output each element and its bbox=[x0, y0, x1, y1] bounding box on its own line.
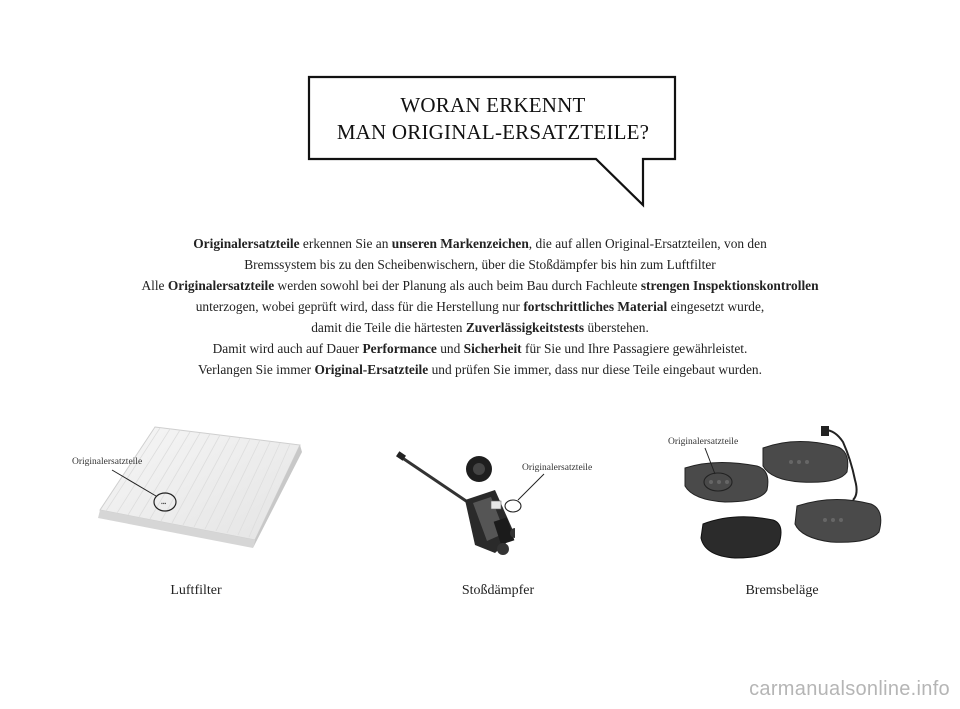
brake-pads-caption: Bremsbeläge bbox=[745, 583, 819, 598]
body-run: erkennen Sie an bbox=[299, 236, 392, 251]
body-run: eingesetzt wurde, bbox=[667, 299, 765, 314]
body-emphasis: strengen Inspektionskontrollen bbox=[640, 278, 819, 293]
body-run: Alle bbox=[141, 278, 168, 293]
body-line bbox=[60, 254, 900, 275]
body-run: unterzogen, wobei geprüft wird, dass für die Herstellung nur bbox=[195, 299, 524, 314]
body-line bbox=[60, 338, 900, 359]
body-emphasis: Performance bbox=[362, 341, 437, 356]
body-emphasis: Sicherheit bbox=[463, 341, 522, 356]
air-filter-image bbox=[60, 415, 330, 560]
watermark-text: carmanualsonline.info bbox=[749, 678, 950, 700]
body-emphasis: Zuverlässigkeitstests bbox=[465, 320, 585, 335]
body-emphasis: unseren Markenzeichen bbox=[391, 236, 529, 251]
body-line bbox=[60, 296, 900, 317]
shock-label-pointer bbox=[500, 470, 560, 520]
body-run: damit die Teile die härtesten bbox=[311, 320, 466, 335]
body-run: , die auf allen Original-Ersatzteilen, von den bbox=[528, 236, 767, 251]
title-line-1: WORAN ERKENNT bbox=[400, 93, 586, 117]
air-filter-caption: Luftfilter bbox=[170, 583, 222, 598]
shock-absorber-label: Originalersatzteile bbox=[522, 463, 593, 473]
shock-absorber-image bbox=[395, 445, 515, 565]
title-line-2: MAN ORIGINAL-ERSATZTEILE? bbox=[336, 120, 650, 144]
body-line bbox=[60, 233, 900, 254]
body-emphasis: fortschrittliches Material bbox=[523, 299, 668, 314]
body-emphasis: Original-Ersatzteile bbox=[314, 362, 429, 377]
body-line bbox=[60, 359, 900, 380]
body-run: Bremssystem bis zu den Scheibenwischern, über die Stoßdämpfer bis hin zum Luftfilter bbox=[244, 257, 716, 272]
body-line bbox=[60, 275, 900, 296]
body-text bbox=[60, 233, 900, 380]
brake-pads-label: Originalersatzteile bbox=[668, 437, 739, 447]
body-emphasis: Originalersatzteile bbox=[193, 236, 300, 251]
svg-text:▪▪▪: ▪▪▪ bbox=[161, 501, 167, 507]
body-run: für Sie und Ihre Passagiere gewährleistet. bbox=[521, 341, 748, 356]
body-run: und bbox=[436, 341, 464, 356]
shock-absorber-caption: Stoßdämpfer bbox=[461, 583, 535, 598]
body-run: und prüfen Sie immer, dass nur diese Teile eingebaut wurden. bbox=[428, 362, 762, 377]
body-run: Verlangen Sie immer bbox=[198, 362, 315, 377]
body-run: überstehen. bbox=[584, 320, 649, 335]
body-run: Damit wird auch auf Dauer bbox=[212, 341, 363, 356]
page-title bbox=[310, 92, 676, 146]
body-line bbox=[60, 317, 900, 338]
body-run: werden sowohl bei der Planung als auch beim Bau durch Fachleute bbox=[274, 278, 641, 293]
air-filter-label: Originalersatzteile bbox=[72, 457, 143, 467]
body-emphasis: Originalersatzteile bbox=[167, 278, 275, 293]
